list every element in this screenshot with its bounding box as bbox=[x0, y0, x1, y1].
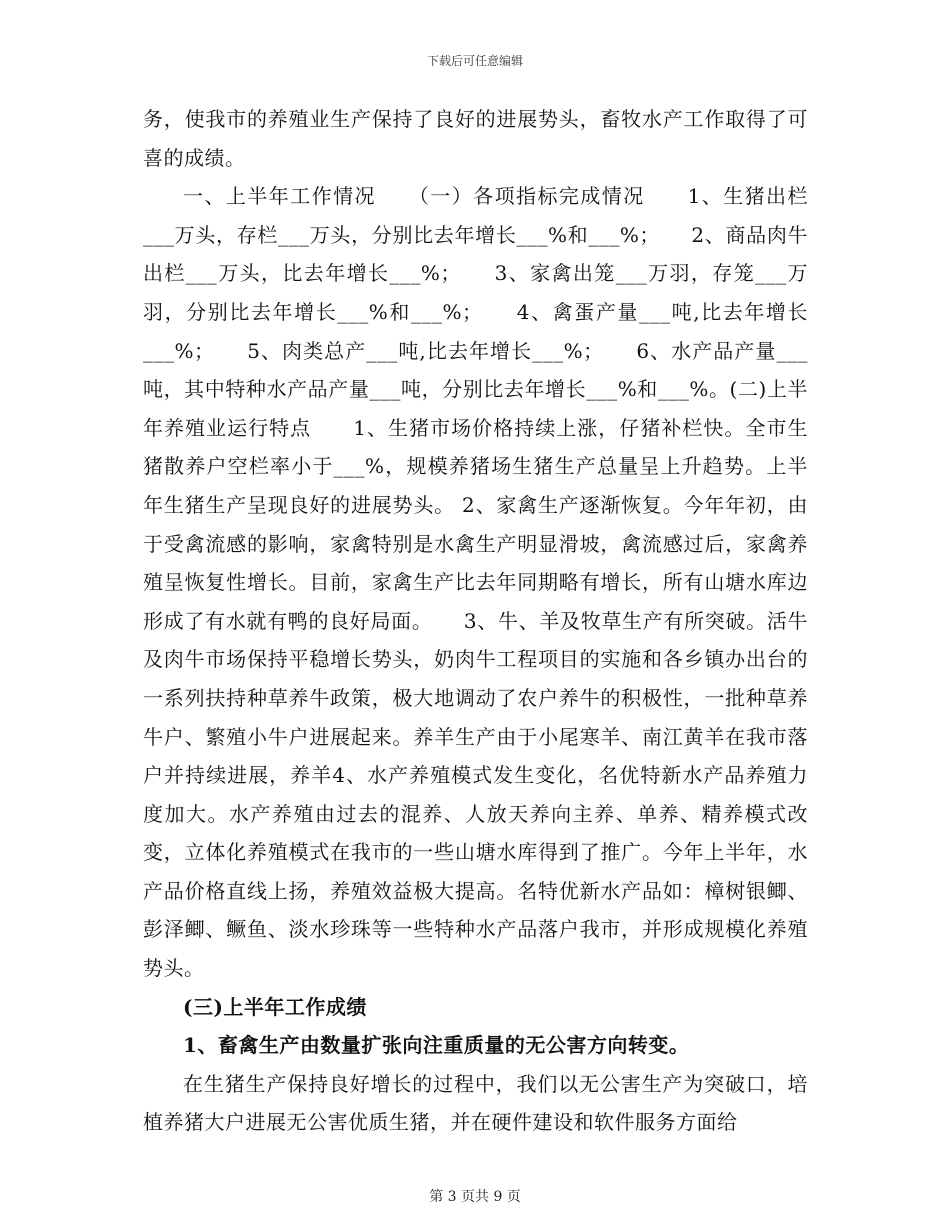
page-header: 下载后可任意编辑 bbox=[426, 54, 523, 68]
subsection-heading-quality: 1、畜禽生产由数量扩张向注重质量的无公害方向转变。 bbox=[183, 1033, 690, 1058]
section-heading-achievements: (三)上半年工作成绩 bbox=[183, 994, 367, 1019]
paragraph-intro-continuation: 务，使我市的养殖业生产保持了良好的进展势头，畜牧水产工作取得了可喜的成绩。 bbox=[143, 107, 808, 170]
body-text bbox=[143, 100, 808, 1142]
paragraph-pig-production: 在生猪生产保持良好增长的过程中，我们以无公害生产为突破口，培植养猪大户进展无公害优质生猪，并在硬件建设和软件服务方面给 bbox=[143, 1071, 808, 1135]
paragraph-first-half-overview: 一、上半年工作情况 （一）各项指标完成情况 1、生猪出栏___万头，存栏___万头，分别比去年增长___%和___%； 2、商品肉牛出栏___万头，比去年增长___%； 3、家禽出笼___万羽，存笼___万羽，分别比去年增长___%和___%； 4、禽蛋产量___吨,比去年增长___%； 5、肉类总产___吨,比去年增长___%； 6、水产品产量___吨，其中特种水产品产量___吨，分别比去年增长___%和___%。(二)上半年养殖业运行特点 1、生猪市场价格持续上涨，仔猪补栏快。全市生猪散养户空栏率小于___%，规模养猪场生猪生产总量呈上升趋势。上半年生猪生产呈现良好的进展势头。 2、家禽生产逐渐恢复。今年年初，由于受禽流感的影响，家禽特别是水禽生产明显滑坡，禽流感过后，家禽养殖呈恢复性增长。目前，家禽生产比去年同期略有增长，所有山塘水库边形成了有水就有鸭的良好局面。 3、牛、羊及牧草生产有所突破。活牛及肉牛市场保持平稳增长势头，奶肉牛工程项目的实施和各乡镇办出台的一系列扶持种草养牛政策，极大地调动了农户养牛的积极性，一批种草养牛户、繁殖小牛户进展起来。养羊生产由于小尾寒羊、南江黄羊在我市落户并持续进展，养羊4、水产养殖模式发生变化，名优特新水产品养殖力度加大。水产养殖由过去的混养、人放天养向主养、单养、精养模式改变，立体化养殖模式在我市的一些山塘水库得到了推广。今年上半年，水产品价格直线上扬，养殖效益极大提高。名特优新水产品如：樟树银鲫、彭泽鲫、鳜鱼、淡水珍珠等一些特种水产品落户我市，并形成规模化养殖势头。 bbox=[143, 184, 808, 981]
page-footer: 第 3 页共 9 页 bbox=[429, 1189, 521, 1205]
